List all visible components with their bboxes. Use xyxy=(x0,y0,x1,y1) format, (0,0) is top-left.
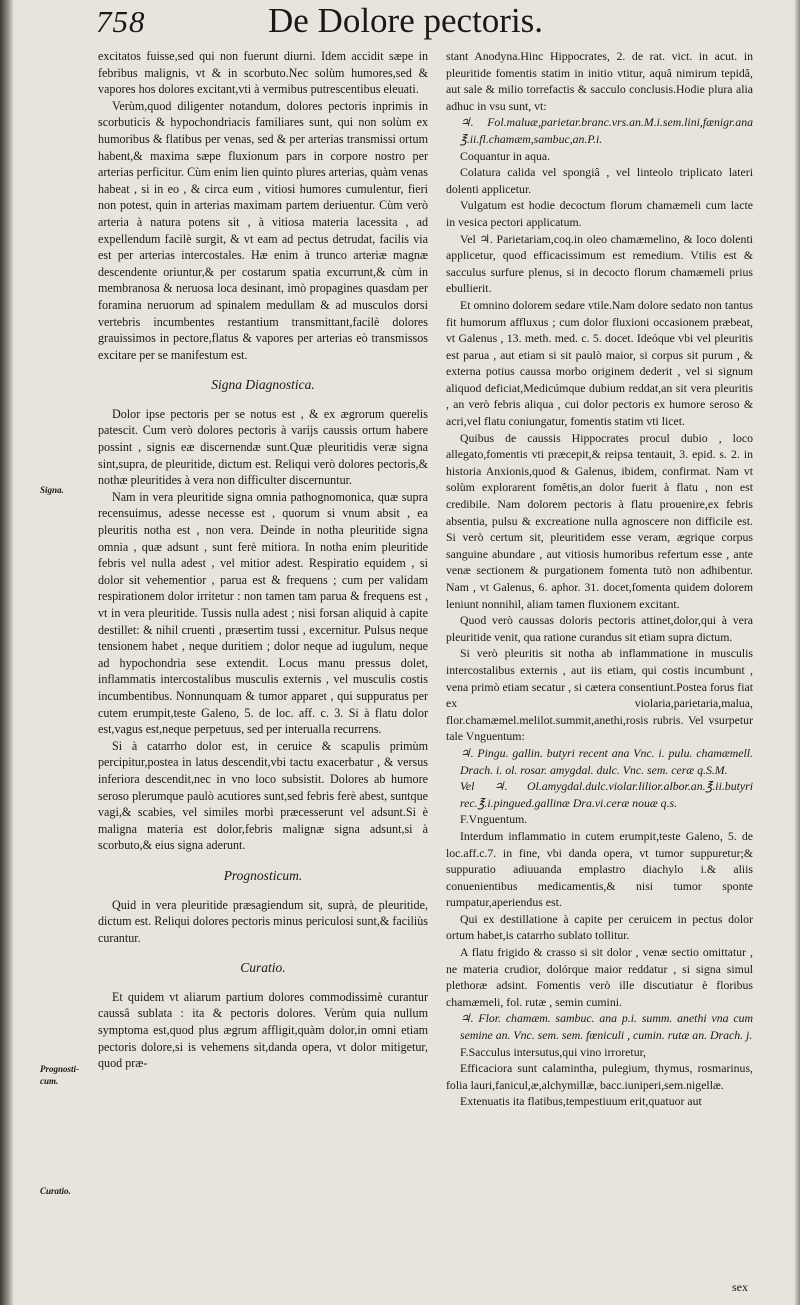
text-paragraph: Et omnino dolorem sedare vtile.Nam dolore sedato non tantus fit humorum affluxus ; cum dolor fluxioni occasionem præbeat, vt Galenus , 13. meth. med. c. 5. docet. Ideóque vbi vel pleuritis est parua , aut etiam si sit paulò maior, si corpus sit purum , & externa potius caussa morbo originem dederit , vel si signum aliquod deficiat,Medicúmque dubium reddat,an sit vera pleuritis , an verò febris aliqua , cui dolor pectoris ex humore seroso & acri,vel flatu coniungatur, fomentis statim vti licet. xyxy=(446,297,753,429)
text-paragraph: Coquantur in aqua. xyxy=(460,148,551,163)
recipe-paragraph: Vel ♃. Ol.amygdal.dulc.violar.lilior.albor.an.℥.ii.butyri rec.℥.i.pingued.gallinæ Dra.vi.ceræ nouæ q.s. xyxy=(460,779,753,810)
text-paragraph: Quod verò caussas doloris pectoris attinet,dolor,qui à vera pleuritide venit, qua ratione curandus sit etiam supra dictum. xyxy=(446,613,753,644)
text-paragraph: Interdum inflammatio in cutem erumpit,teste Galeno, 5. de loc.aff.c.7. in fine, vbi danda opera, vt tumor suppuretur;& suppuratio adiuuanda emplastro diachylo i.& aliis conuenientibus medicamentis,& nisi tumor sponte rumpatur,aperiendus est. xyxy=(446,828,753,910)
catchword: sex xyxy=(732,1280,748,1294)
page-number: 758 xyxy=(96,4,146,39)
margin-note-prognosticum-1: Prognosti- xyxy=(40,1064,80,1074)
recipe-paragraph: ♃. Fol.maluæ,parietar.branc.vrs.an.M.i.sem.lini,fænigr.ana ℥.ii.fl.chamæm,sambuc,an.P.i. xyxy=(460,115,753,146)
right-column xyxy=(446,48,753,1110)
text-paragraph: Si à catarrho dolor est, in ceruice & scapulis primùm percipitur,postea in latus descendit,vbi tactu exacerbatur , & versus inferiora descendit,nec in vno loco subsistit. Dolores ab humore seroso plerumque paulò acutiores sunt,sed febris ferè abest, suntque vagi,& scabies, vel similes morbi præcesserunt vel adsunt.Si è maligna materia est dolor,febris malignæ signa adsunt,si à scorbuto,& eius signa aderunt. xyxy=(98,738,428,853)
text-paragraph: Nam in vera pleuritide signa omnia pathognomonica, quæ supra recensuimus, adesse necesse est , quorum si vnum absit , ea pleuritis notha est , non vera. Deinde in notha pleuritide signa omnia , quæ adsunt , sunt ferè mitiora. In notha enim pleuritide febris vel nulla adest , vel mitior adest. Respiratio equidem , si dolor sit vehementior , parua est & frequens ; cum per validam respirationem dolor irritetur : non tamen tam parua & frequens est , vt in vera pleuritide. Tussis nulla adest ; nisi forsan aliquid à capite destillet: & nihil cruenti , præsertim tussi , excernitur. Pulsus neque tensionem habet , neque duritiem ; dolor neque ad iugulum, neque ad hypochondria sese extendit. Locus manu pressus dolet, inflammatis intercostalibus musculis externis , vel musculis costis incumbentibus. Nonnunquam & tumor apparet , qui suppuratus per cutem erumpit,teste Galeno, 5. de loc. aff. c. 3. Si à flatu dolor est,vagus est,neque perpetuus, sed per interualla recurrens. xyxy=(98,489,428,737)
text-paragraph: Vel ♃. Parietariam,coq.in oleo chamæmelino, & loco dolenti applicetur, quod efficacissimum est remedium. Vtilis est & sacculus surfure plenus, si in decocto florum chamæmeli prius ebullierit. xyxy=(446,231,753,296)
text-paragraph: F.Sacculus intersutus,qui vino irroretur, xyxy=(460,1044,646,1059)
section-heading: Prognosticum. xyxy=(223,867,303,883)
text-paragraph: Vulgatum est hodie decoctum florum chamæmeli cum lacte in vesica pectori applicatum. xyxy=(446,198,753,229)
text-paragraph: Si verò pleuritis sit notha ab inflammatione in musculis intercostalibus externis , aut iis etiam, qui costis incumbunt , vena primò etiam secatur , si cætera consentiunt.Postea forus fiat ex violaria,parietaria,malua, flor.chamæmel.melilot.summit,anethi,rosis rubris. Vel vsurpetur tale Vnguentum: xyxy=(446,646,753,744)
section-heading: Signa Diagnostica. xyxy=(211,377,315,393)
text-paragraph: stant Anodyna.Hinc Hippocrates, 2. de rat. vict. in acut. in pleuritide fomentis statim in initio vtitur, aquâ nimirum tepidâ, aut sale & milio torrefactis & sacculo conclusis.Hodie plura alia adhuc in vsu sunt, vt: xyxy=(446,49,753,113)
recipe-paragraph: ♃. Pingu. gallin. butyri recent ana Vnc. i. pulu. chamæmell. Drach. i. ol. rosar. amygdal. dulc. Vnc. sem. ceræ q.S.M. xyxy=(460,745,753,777)
margin-note-curatio: Curatio. xyxy=(40,1186,71,1196)
text-paragraph: Qui ex destillatione à capite per ceruicem in pectus dolor ortum habet,is catarrho sublato tollitur. xyxy=(446,911,753,943)
text-paragraph: Quibus de caussis Hippocrates procul dubio , loco allegato,fomentis vti præcepit,& reipsa tentauit, 3. epid. s. 2. in historia Anxionis,quod & Galenus, ibidem, confirmat. Nam vt solùm explorarent fomêtis,an dolor fuerit à flatu , non est credibile. Nam dolorem pectoris à flatu prouenire,ex febris absentia, pulsu & excreatione nulla agnoscere non difficile est. Si verò certum sit, pleuritidem esse veram, ægrique corpus sanguine abundare , aut vitiosis humoribus refertum esse , ante venæ sectionem & purgationem fomenta tutò non adhibentur. Nam , vt Galenus, 6. aphor. 31. docet,fomenta quidem dolorem leniunt nonnihil, aliam tamen fluxionem excitant. xyxy=(446,430,753,611)
page-header xyxy=(0,1,800,40)
left-column xyxy=(98,48,428,1072)
section-heading: Curatio. xyxy=(240,960,286,976)
text-paragraph: Dolor ipse pectoris per se notus est , & ex ægrorum querelis patescit. Cum verò dolores pectoris à varijs caussis ortum habere possint , signis eæ discernendæ sunt.Quæ pleuritidis veræ signa sint,supra, de pleuritide, dictum est. Reliqui verò dolores pectoris,& nothæ pleuritides à vera non difficulter discernuntur. xyxy=(98,406,428,488)
text-paragraph: Extenuatis ita flatibus,tempestiuum erit,quatuor aut xyxy=(460,1094,702,1109)
text-paragraph: Verùm,quod diligenter notandum, dolores pectoris inprimis in scorbuticis & hypochondriacis familiares sunt, qui non solùm ex humoribus & flatibus per venas, sed & per arterias transmissi ortum habent,& maxima sæpe fluxionum pars in corpore nostro per arterias perficitur. Cùm enim lien quinto plures arterias, quàm venas habeat , si in eo , & circa eum , vitiosi humores cumulentur, fieri non potest, quin in arterias maximam partem deriuentur. Cùm verò arteria à natura potens sit , à vitiosa materia lacessita , ad expellendum facilè surgit, & vt eam ad pectus detrudat, facilis via est per arterias intercostales. Hæ enim à trunco arteriæ magnæ descendente oriuntur,& per costarum spatia excurrunt,& cùm in membranosa & neruosa loca desinant, imò propagines quasdam per foramina neruorum ad spinalem medullam & ad musculos dorsi vertebris incumbentes restantium transmittant,facilè dolores grauissimos in pectore,flatus & vapores per arterias eò transmissos excitare per se manifestum est. xyxy=(98,98,428,362)
text-paragraph: Colatura calida vel spongiâ , vel linteolo triplicato lateri dolenti applicetur. xyxy=(446,165,753,196)
text-paragraph: excitatos fuisse,sed qui non fuerunt diurni. Idem accidit sæpe in febribus malignis, vt & in scorbuto.Nec solùm humores,sed & vapores hos dolores excitant,vti à vermibus putrescentibus eleuati. xyxy=(98,49,428,97)
text-paragraph: A flatu frigido & crasso si sit dolor , venæ sectio omittatur , ne materia crudior, dolórque maior reddatur , si signa simul plethoræ adsint. Fomentis verò ille discutiatur è floribus chamæmeli, fol. rutæ , semin cumini. xyxy=(446,945,753,1009)
running-title: De Dolore pectoris. xyxy=(268,1,544,40)
text-paragraph: F.Vnguentum. xyxy=(460,812,528,827)
text-paragraph: Efficaciora sunt calamintha, pulegium, thymus, rosmarinus, folia lauri,fanicul,æ,alchymillæ, bacc.iuniperi,sem.nigellæ. xyxy=(446,1061,753,1092)
text-paragraph: Quid in vera pleuritide præsagiendum sit, suprà, de pleuritide, dictum est. Reliqui dolores pectoris minus periculosi sunt,& faciliùs curantur. xyxy=(98,897,428,945)
text-paragraph: Et quidem vt aliarum partium dolores commodissimè curantur caussâ sublata : ita & pectoris dolores. Verùm quia nullum symptoma est,quod plus ægrum affligit,quàm dolor,in omni etiam pectoris dolore,si is vehemens sit,danda opera, vt dolor mitigetur, quod præ- xyxy=(98,989,428,1071)
recipe-paragraph: ♃. Flor. chamæm. sambuc. ana p.i. summ. anethi vna cum semine an. Vnc. sem. sem. fœniculi , cumin. rutæ an. Drach. j. xyxy=(460,1011,753,1043)
margin-note-signa: Signa. xyxy=(40,485,64,495)
margin-note-prognosticum-2: cum. xyxy=(40,1076,59,1086)
